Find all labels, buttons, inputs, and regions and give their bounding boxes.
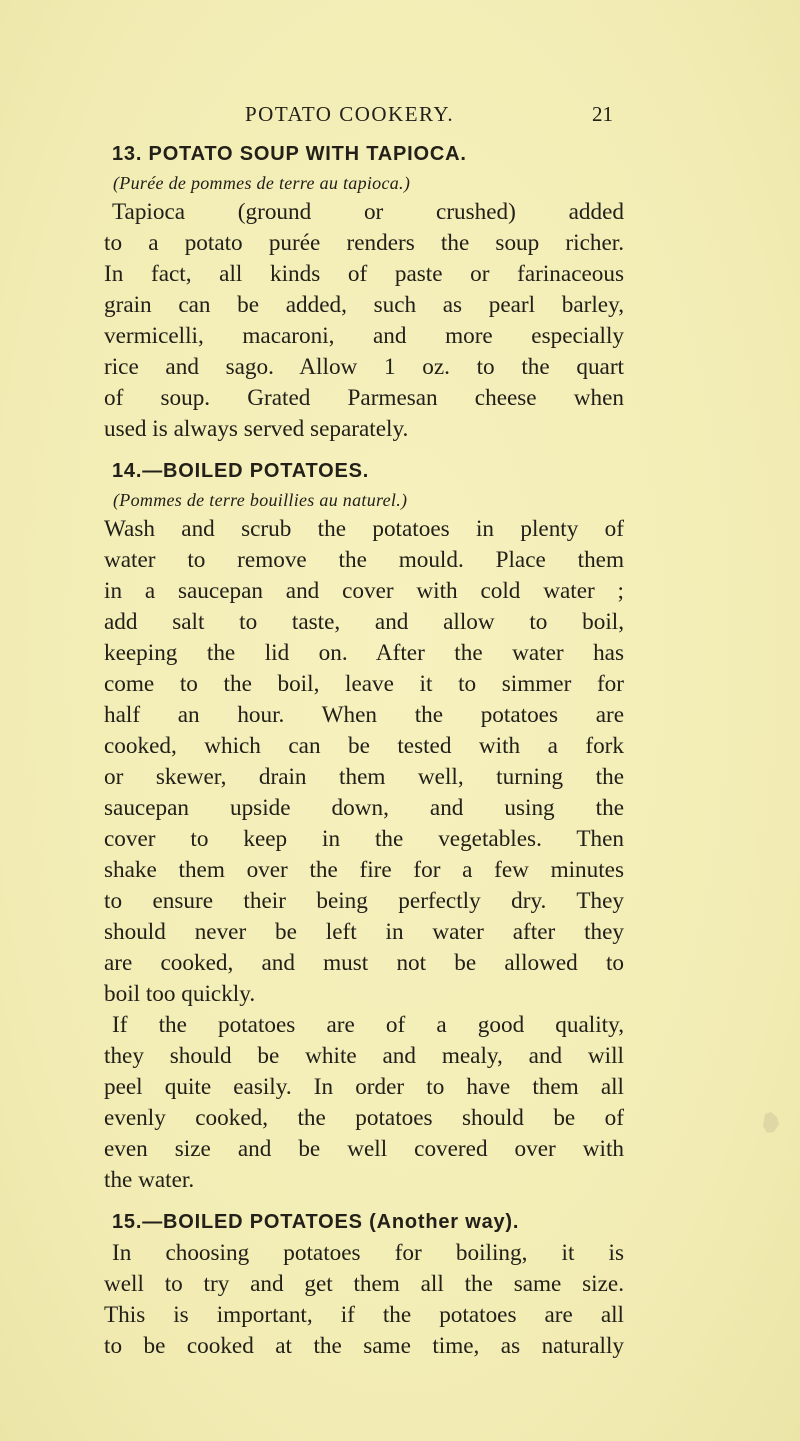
text-line: they should be white and mealy, and will bbox=[104, 1043, 624, 1069]
recipe-13 bbox=[104, 140, 624, 445]
text-line: Wash and scrub the potatoes in plenty of bbox=[104, 516, 624, 542]
running-head bbox=[0, 102, 800, 132]
text-line: In fact, all kinds of paste or farinaceous bbox=[104, 261, 624, 287]
text-line: to a potato purée renders the soup richer. bbox=[104, 230, 624, 256]
text-line: used is always served separately. bbox=[104, 416, 409, 442]
paragraph bbox=[104, 514, 624, 1010]
text-line: peel quite easily. In order to have them all bbox=[104, 1074, 624, 1100]
text-line: add salt to taste, and allow to boil, bbox=[104, 609, 624, 635]
page-content bbox=[104, 140, 624, 1374]
text-line: well to try and get them all the same size. bbox=[104, 1271, 624, 1297]
text-line: cooked, which can be tested with a fork bbox=[104, 733, 624, 759]
text-line: of soup. Grated Parmesan cheese when bbox=[104, 385, 624, 411]
text-line: keeping the lid on. After the water has bbox=[104, 640, 624, 666]
text-line: should never be left in water after they bbox=[104, 919, 624, 945]
text-line: half an hour. When the potatoes are bbox=[104, 702, 624, 728]
recipe-heading: 15.—BOILED POTATOES (Another way). bbox=[112, 1211, 520, 1233]
text-line: boil too quickly. bbox=[104, 981, 256, 1007]
text-line: evenly cooked, the potatoes should be of bbox=[104, 1105, 624, 1131]
text-line: saucepan upside down, and using the bbox=[104, 795, 624, 821]
text-line: are cooked, and must not be allowed to bbox=[104, 950, 624, 976]
text-line: come to the boil, leave it to simmer for bbox=[104, 671, 624, 697]
page-number: 21 bbox=[592, 102, 613, 126]
text-line: vermicelli, macaroni, and more especially bbox=[104, 323, 624, 349]
paragraph bbox=[104, 197, 624, 445]
recipe-subheading: (Pommes de terre bouillies au naturel.) bbox=[113, 490, 408, 510]
text-line: shake them over the fire for a few minutes bbox=[104, 857, 624, 883]
text-line: rice and sago. Allow 1 oz. to the quart bbox=[104, 354, 624, 380]
recipe-14 bbox=[104, 457, 624, 1196]
text-line: grain can be added, such as pearl barley, bbox=[104, 292, 624, 318]
paper-blemish bbox=[762, 1112, 780, 1134]
text-line: even size and be well covered over with bbox=[104, 1136, 624, 1162]
recipe-heading: 13. POTATO SOUP WITH TAPIOCA. bbox=[112, 143, 467, 165]
text-line: cover to keep in the vegetables. Then bbox=[104, 826, 624, 852]
text-line: This is important, if the potatoes are all bbox=[104, 1302, 624, 1328]
recipe-subheading: (Purée de pommes de terre au tapioca.) bbox=[113, 173, 411, 193]
text-line: to ensure their being perfectly dry. They bbox=[104, 888, 624, 914]
running-title: POTATO COOKERY. bbox=[245, 102, 455, 126]
text-line: in a saucepan and cover with cold water ; bbox=[104, 578, 624, 604]
recipe-15 bbox=[104, 1208, 624, 1362]
text-line: In choosing potatoes for boiling, it is bbox=[112, 1240, 624, 1266]
recipe-heading: 14.—BOILED POTATOES. bbox=[112, 460, 370, 482]
paragraph bbox=[104, 1238, 624, 1362]
text-line: or skewer, drain them well, turning the bbox=[104, 764, 624, 790]
text-line: Tapioca (ground or crushed) added bbox=[112, 199, 624, 225]
text-line: to be cooked at the same time, as naturally bbox=[104, 1333, 624, 1359]
text-line: If the potatoes are of a good quality, bbox=[112, 1012, 624, 1038]
paragraph bbox=[104, 1010, 624, 1196]
text-line: water to remove the mould. Place them bbox=[104, 547, 624, 573]
text-line: the water. bbox=[104, 1167, 195, 1193]
